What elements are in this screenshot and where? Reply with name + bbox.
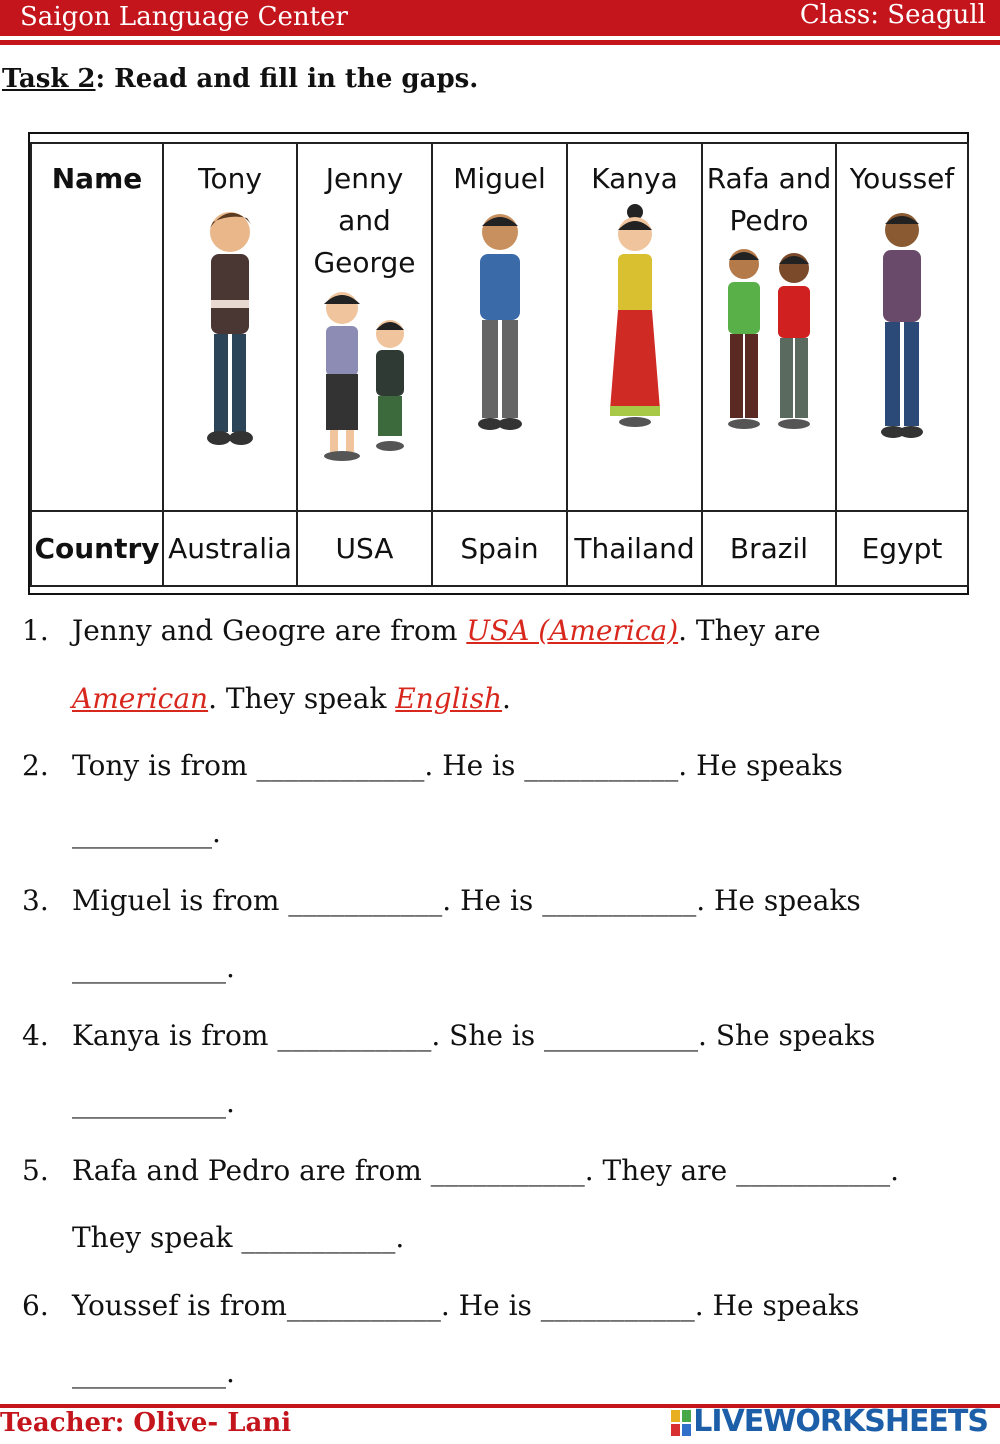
answer-nationality[interactable]: American bbox=[72, 682, 209, 715]
header-divider bbox=[0, 40, 1000, 45]
task-instruction: : Read and fill in the gaps. bbox=[95, 64, 479, 94]
person-name: Rafa and Pedro bbox=[706, 162, 832, 237]
exercise-6[interactable]: 6. Youssef is from___________. He is ___________. He speaks bbox=[22, 1289, 860, 1322]
school-name: Saigon Language Center bbox=[20, 2, 348, 32]
header-bar bbox=[0, 0, 1000, 36]
person-name: Kanya bbox=[591, 162, 678, 195]
exercise-4[interactable]: 4. Kanya is from ___________. She is ___________. She speaks bbox=[22, 1019, 876, 1052]
country-cell: Spain bbox=[432, 511, 567, 586]
boy-figure-icon bbox=[460, 200, 540, 440]
exercise-5[interactable]: 5. Rafa and Pedro are from ___________. They are ___________. bbox=[22, 1154, 899, 1187]
liveworksheets-icon bbox=[671, 1410, 691, 1436]
person-miguel bbox=[432, 143, 567, 511]
country-cell: Thailand bbox=[567, 511, 702, 586]
name-header: Name bbox=[31, 143, 163, 511]
class-name: Class: Seagull bbox=[799, 0, 986, 30]
person-name: Tony bbox=[198, 162, 262, 195]
exercise-4-line2[interactable]: ___________. bbox=[72, 1086, 235, 1119]
person-kanya bbox=[567, 143, 702, 511]
country-cell: Australia bbox=[163, 511, 297, 586]
exercise-3-line2[interactable]: ___________. bbox=[72, 951, 235, 984]
teacher-name: Teacher: Olive- Lani bbox=[0, 1408, 292, 1438]
exercise-2[interactable]: 2. Tony is from ____________. He is ___________. He speaks bbox=[22, 749, 843, 782]
country-cell: Brazil bbox=[702, 511, 836, 586]
country-cell: Egypt bbox=[836, 511, 968, 586]
boy-figure-icon bbox=[867, 200, 937, 450]
answer-language[interactable]: English bbox=[395, 682, 503, 715]
answer-country[interactable]: USA (America) bbox=[466, 614, 679, 647]
exercise-6-line2[interactable]: ___________. bbox=[72, 1356, 235, 1389]
exercise-2-line2[interactable]: __________. bbox=[72, 816, 221, 849]
exercise-1: 1. Jenny and Geogre are from USA (America). They are bbox=[22, 614, 821, 647]
nationality-table bbox=[28, 132, 969, 595]
girl-figure-icon bbox=[600, 200, 670, 440]
exercise-3[interactable]: 3. Miguel is from ___________. He is ___________. He speaks bbox=[22, 884, 861, 917]
liveworksheets-logo[interactable]: LIVEWORKSHEETS bbox=[671, 1404, 988, 1439]
person-name: Jenny and George bbox=[313, 162, 416, 279]
country-cell: USA bbox=[297, 511, 432, 586]
task-title bbox=[2, 64, 478, 94]
person-rafa-pedro bbox=[702, 143, 836, 511]
person-tony bbox=[163, 143, 297, 511]
country-header: Country bbox=[31, 511, 163, 586]
person-name: Miguel bbox=[453, 162, 546, 195]
exercise-5-line2[interactable]: They speak ___________. bbox=[72, 1221, 405, 1254]
person-youssef bbox=[836, 143, 968, 511]
person-jenny-george bbox=[297, 143, 432, 511]
girl-and-boy-figure-icon bbox=[310, 284, 420, 464]
two-boys-figure-icon bbox=[714, 242, 824, 442]
task-label: Task 2 bbox=[2, 64, 96, 94]
exercise-1-line2: American. They speak English. bbox=[72, 682, 511, 715]
boy-figure-icon bbox=[185, 200, 275, 460]
person-name: Youssef bbox=[849, 162, 955, 195]
